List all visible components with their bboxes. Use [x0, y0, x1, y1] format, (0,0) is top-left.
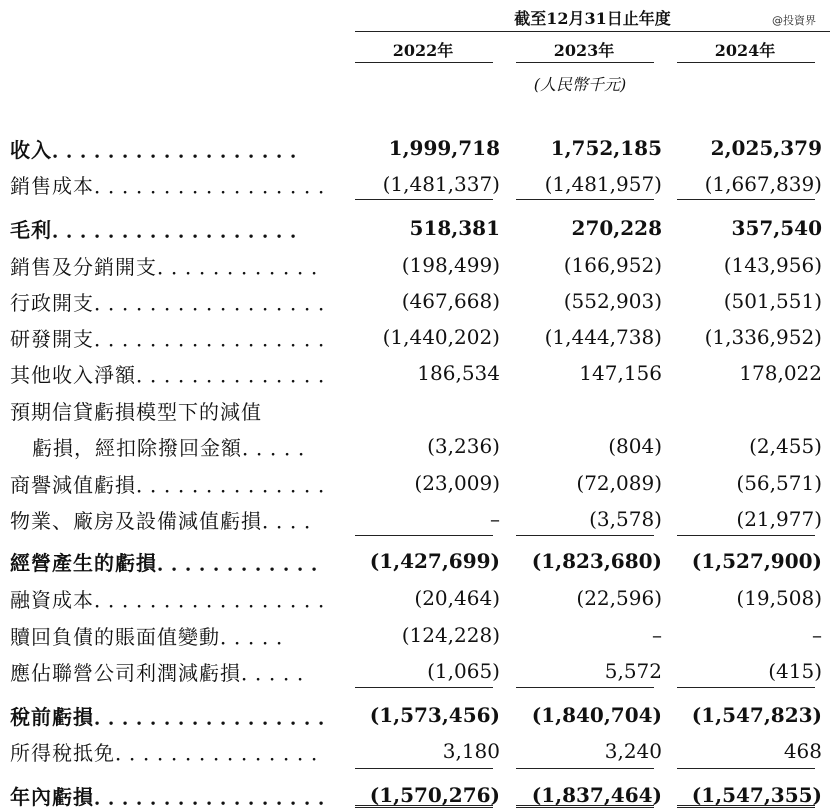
row-label — [10, 323, 342, 352]
total-double-rule — [677, 805, 815, 808]
year-rule — [355, 62, 493, 63]
subtotal-rule — [355, 535, 493, 536]
row-value: (166,952) — [563, 253, 662, 277]
table-row — [0, 463, 830, 499]
row-label — [10, 505, 328, 534]
row-value: (1,481,957) — [544, 172, 662, 196]
row-value: – — [812, 623, 822, 647]
row-value: – — [490, 507, 500, 531]
row-value: (552,903) — [563, 289, 662, 313]
row-value: 147,156 — [579, 361, 662, 385]
row-value: (1,837,464) — [531, 783, 662, 807]
leader-dots: ．．．．．．．．．．．．．．．．．． — [52, 138, 314, 162]
row-value: 186,534 — [417, 361, 500, 385]
row-value: (20,464) — [414, 586, 500, 610]
table-row — [0, 353, 830, 389]
row-value: (3,578) — [589, 507, 662, 531]
row-label-text: 虧損，經扣除撥回金額 — [32, 436, 242, 460]
row-label — [10, 584, 342, 613]
row-label-text: 其他收入淨額 — [10, 363, 136, 387]
row-label-text: 收入 — [10, 138, 52, 162]
row-value: (1,570,276) — [369, 783, 500, 807]
leader-dots: ．．．．．．．．．．．．．．．．． — [94, 291, 342, 315]
row-label — [10, 287, 342, 316]
row-label — [10, 134, 314, 163]
row-value: (1,547,355) — [691, 783, 822, 807]
row-value: (22,596) — [576, 586, 662, 610]
row-value: (501,551) — [723, 289, 822, 313]
table-row — [0, 695, 830, 731]
row-value: (21,977) — [736, 507, 822, 531]
row-label-text: 應佔聯營公司利潤減虧損 — [10, 661, 241, 685]
total-top-rule — [355, 768, 493, 769]
table-row — [0, 541, 830, 577]
year-rule — [677, 62, 815, 63]
subtotal-rule — [677, 535, 815, 536]
row-value: 2,025,379 — [710, 136, 822, 160]
year-header-2024: 2024年 — [714, 41, 776, 60]
row-value: (72,089) — [576, 471, 662, 495]
total-top-rule — [516, 768, 654, 769]
row-label — [10, 547, 335, 576]
row-value: (1,440,202) — [382, 325, 500, 349]
row-label — [10, 251, 335, 280]
row-label-text: 銷售及分銷開支 — [10, 255, 157, 279]
row-label — [10, 469, 342, 498]
table-row — [0, 615, 830, 651]
row-label-text: 融資成本 — [10, 588, 94, 612]
table-row — [0, 245, 830, 281]
row-value: (3,236) — [427, 434, 500, 458]
row-value: (23,009) — [414, 471, 500, 495]
table-row — [0, 281, 830, 317]
row-label-text: 行政開支 — [10, 291, 94, 315]
total-double-rule — [516, 805, 654, 808]
row-label — [10, 621, 300, 650]
table-row — [0, 426, 830, 462]
year-rule — [516, 62, 654, 63]
row-label — [10, 781, 342, 810]
subtotal-rule — [516, 535, 654, 536]
leader-dots: ．．．．．．．．．．．．．． — [136, 363, 342, 387]
table-row — [0, 499, 830, 535]
row-label-text: 商譽減值虧損 — [10, 473, 136, 497]
row-value: (198,499) — [401, 253, 500, 277]
leader-dots: ．．．．．．．．．．．．．． — [136, 473, 342, 497]
subtotal-rule — [355, 687, 493, 688]
row-value: 3,180 — [442, 739, 500, 763]
row-label-text: 年內虧損 — [10, 785, 94, 809]
leader-dots: ．．．．．．．．．．．．．．．．． — [94, 785, 342, 809]
row-value: 1,999,718 — [388, 136, 500, 160]
row-label-text: 物業、廠房及設備減值虧損 — [10, 509, 262, 533]
row-value: (415) — [768, 659, 822, 683]
period-heading: 截至12月31日止年度 — [514, 9, 671, 28]
row-value: (1,667,839) — [704, 172, 822, 196]
leader-dots: ．．．．．．．．．．．．．．． — [115, 741, 335, 765]
row-value: 518,381 — [409, 216, 500, 240]
row-label-text: 贖回負債的賬面值變動 — [10, 625, 220, 649]
row-value: (1,573,456) — [369, 703, 500, 727]
table-row — [0, 164, 830, 200]
row-label-text: 稅前虧損 — [10, 705, 94, 729]
row-value: 1,752,185 — [550, 136, 662, 160]
subtotal-rule — [516, 199, 654, 200]
row-label — [10, 737, 335, 766]
row-value: (2,455) — [749, 434, 822, 458]
row-label-text: 研發開支 — [10, 327, 94, 351]
row-value: (143,956) — [723, 253, 822, 277]
subtotal-rule — [355, 199, 493, 200]
leader-dots: ．．．． — [262, 509, 328, 533]
subtotal-rule — [677, 199, 815, 200]
row-value: (1,547,823) — [691, 703, 822, 727]
row-label-text: 毛利 — [10, 218, 52, 242]
period-rule — [355, 31, 830, 32]
year-header-2022: 2022年 — [392, 41, 454, 60]
row-label-text: 經營產生的虧損 — [10, 551, 157, 575]
row-label — [10, 214, 314, 243]
row-value: 357,540 — [731, 216, 822, 240]
leader-dots: ．．．．．．．．．．．．．．．．． — [94, 588, 342, 612]
row-value: 3,240 — [604, 739, 662, 763]
row-value: 468 — [783, 739, 822, 763]
row-label-text: 所得稅抵免 — [10, 741, 115, 765]
leader-dots: ．．．．．．．．．．．． — [157, 551, 335, 575]
row-label-text: 銷售成本 — [10, 174, 94, 198]
row-value: (1,481,337) — [382, 172, 500, 196]
table-row — [0, 731, 830, 767]
row-value: (1,065) — [427, 659, 500, 683]
row-label — [10, 359, 342, 388]
total-double-rule — [355, 805, 493, 808]
row-label-text: 預期信貸虧損模型下的減值 — [10, 400, 262, 424]
row-label — [10, 701, 342, 730]
total-top-rule — [677, 768, 815, 769]
row-value: (804) — [608, 434, 662, 458]
row-label — [10, 396, 262, 425]
leader-dots: ．．．．． — [220, 625, 300, 649]
row-value: (1,823,680) — [531, 549, 662, 573]
table-row — [0, 208, 830, 244]
leader-dots: ．．．．．．．．．．．．．．．．． — [94, 327, 342, 351]
leader-dots: ．．．．．．．．．．．．．．．．．． — [52, 218, 314, 242]
row-value: (1,527,900) — [691, 549, 822, 573]
row-value: 5,572 — [604, 659, 662, 683]
watermark: @投資界 — [772, 14, 816, 27]
row-value: (1,427,699) — [369, 549, 500, 573]
table-row — [0, 390, 830, 426]
year-header-2023: 2023年 — [553, 41, 615, 60]
subtotal-rule — [677, 687, 815, 688]
leader-dots: ．．．．． — [242, 436, 322, 460]
row-value: (1,444,738) — [544, 325, 662, 349]
leader-dots: ．．．．．．．．．．．．．．．．． — [94, 174, 342, 198]
row-label — [10, 657, 321, 686]
row-value: (124,228) — [401, 623, 500, 647]
row-value: (1,336,952) — [704, 325, 822, 349]
leader-dots: ．．．．．．．．．．．．．．．．． — [94, 705, 342, 729]
table-row — [0, 578, 830, 614]
leader-dots: ．．．．．．．．．．．． — [157, 255, 335, 279]
row-value: (1,840,704) — [531, 703, 662, 727]
leader-dots: ．．．．． — [241, 661, 321, 685]
row-label — [10, 170, 342, 199]
row-label — [32, 432, 322, 461]
table-row — [0, 651, 830, 687]
row-value: 178,022 — [739, 361, 822, 385]
unit-label: (人民幣千元) — [533, 75, 627, 94]
row-value: – — [652, 623, 662, 647]
row-value: 270,228 — [571, 216, 662, 240]
row-value: (467,668) — [401, 289, 500, 313]
row-value: (56,571) — [736, 471, 822, 495]
table-row — [0, 317, 830, 353]
row-value: (19,508) — [736, 586, 822, 610]
table-row — [0, 128, 830, 164]
subtotal-rule — [516, 687, 654, 688]
